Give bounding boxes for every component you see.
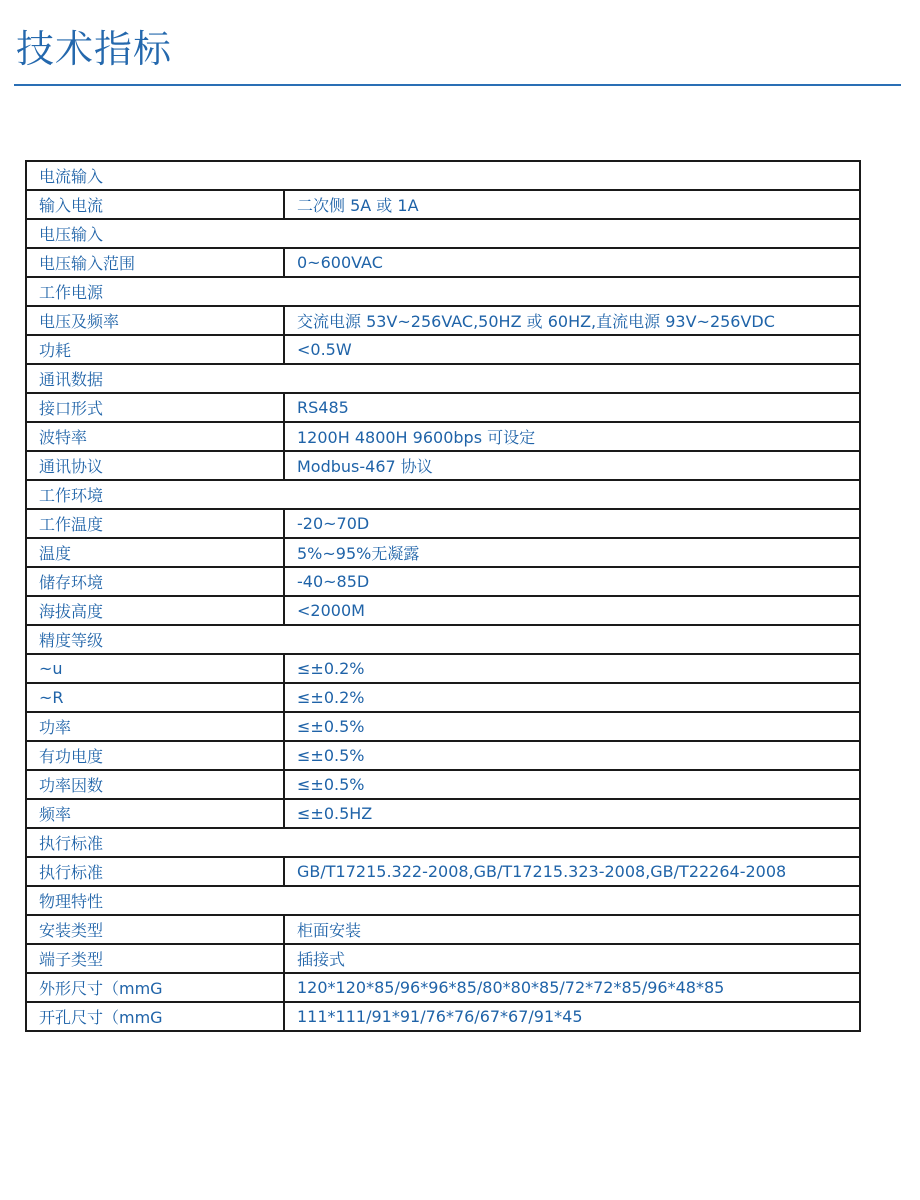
row-value: RS485 <box>284 393 860 422</box>
table-row <box>26 451 860 480</box>
table-row <box>26 683 860 712</box>
row-value: 柜面安装 <box>284 915 860 944</box>
table-row <box>26 799 860 828</box>
section-heading: 精度等级 <box>26 625 860 654</box>
row-label: 开孔尺寸（mmG <box>26 1002 284 1031</box>
table-row <box>26 335 860 364</box>
row-value: <0.5W <box>284 335 860 364</box>
row-label: 波特率 <box>26 422 284 451</box>
section-heading: 工作电源 <box>26 277 860 306</box>
table-row <box>26 190 860 219</box>
row-label: 执行标准 <box>26 857 284 886</box>
section-header-row <box>26 828 860 857</box>
row-label: 频率 <box>26 799 284 828</box>
table-row <box>26 770 860 799</box>
row-label: 功率 <box>26 712 284 741</box>
row-value: Modbus-467 协议 <box>284 451 860 480</box>
row-value: 1200H 4800H 9600bps 可设定 <box>284 422 860 451</box>
table-row <box>26 857 860 886</box>
row-label: 电压及频率 <box>26 306 284 335</box>
row-label: 海拔高度 <box>26 596 284 625</box>
row-label: 温度 <box>26 538 284 567</box>
section-header-row <box>26 277 860 306</box>
row-value: ≤±0.5% <box>284 770 860 799</box>
section-header-row <box>26 625 860 654</box>
row-value: 5%~95%无凝露 <box>284 538 860 567</box>
table-row <box>26 712 860 741</box>
row-value: 插接式 <box>284 944 860 973</box>
section-header-row <box>26 480 860 509</box>
table-row <box>26 567 860 596</box>
row-value: ≤±0.5% <box>284 712 860 741</box>
table-row <box>26 654 860 683</box>
section-heading: 物理特性 <box>26 886 860 915</box>
row-label: 输入电流 <box>26 190 284 219</box>
section-heading: 通讯数据 <box>26 364 860 393</box>
section-header-row <box>26 161 860 190</box>
row-value: 交流电源 53V~256VAC,50HZ 或 60HZ,直流电源 93V~256VDC <box>284 306 860 335</box>
row-value: ≤±0.5% <box>284 741 860 770</box>
row-label: ~u <box>26 654 284 683</box>
table-row <box>26 741 860 770</box>
row-value: ≤±0.2% <box>284 654 860 683</box>
row-label: 外形尺寸（mmG <box>26 973 284 1002</box>
section-heading: 电流输入 <box>26 161 860 190</box>
table-row <box>26 944 860 973</box>
row-label: ~R <box>26 683 284 712</box>
row-value: 0~600VAC <box>284 248 860 277</box>
row-value: <2000M <box>284 596 860 625</box>
row-label: 安装类型 <box>26 915 284 944</box>
row-label: 通讯协议 <box>26 451 284 480</box>
table-row <box>26 596 860 625</box>
spec-table-body <box>26 161 860 1031</box>
section-header-row <box>26 364 860 393</box>
table-row <box>26 422 860 451</box>
row-label: 电压输入范围 <box>26 248 284 277</box>
table-row <box>26 248 860 277</box>
row-value: -40~85D <box>284 567 860 596</box>
page-title: 技术指标 <box>16 27 173 71</box>
row-value: 二次侧 5A 或 1A <box>284 190 860 219</box>
table-row <box>26 538 860 567</box>
row-label: 端子类型 <box>26 944 284 973</box>
section-heading: 工作环境 <box>26 480 860 509</box>
row-value: GB/T17215.322-2008,GB/T17215.323-2008,GB/T22264-2008 <box>284 857 860 886</box>
spec-table <box>25 160 861 1032</box>
table-row <box>26 1002 860 1031</box>
section-heading: 执行标准 <box>26 828 860 857</box>
row-value: ≤±0.5HZ <box>284 799 860 828</box>
row-value: ≤±0.2% <box>284 683 860 712</box>
title-divider <box>14 84 901 86</box>
section-header-row <box>26 886 860 915</box>
row-label: 储存环境 <box>26 567 284 596</box>
row-label: 功耗 <box>26 335 284 364</box>
row-value: 111*111/91*91/76*76/67*67/91*45 <box>284 1002 860 1031</box>
table-row <box>26 393 860 422</box>
table-row <box>26 915 860 944</box>
row-label: 接口形式 <box>26 393 284 422</box>
table-row <box>26 973 860 1002</box>
row-value: 120*120*85/96*96*85/80*80*85/72*72*85/96*48*85 <box>284 973 860 1002</box>
row-label: 功率因数 <box>26 770 284 799</box>
row-label: 工作温度 <box>26 509 284 538</box>
table-row <box>26 509 860 538</box>
section-header-row <box>26 219 860 248</box>
table-row <box>26 306 860 335</box>
row-label: 有功电度 <box>26 741 284 770</box>
row-value: -20~70D <box>284 509 860 538</box>
section-heading: 电压输入 <box>26 219 860 248</box>
